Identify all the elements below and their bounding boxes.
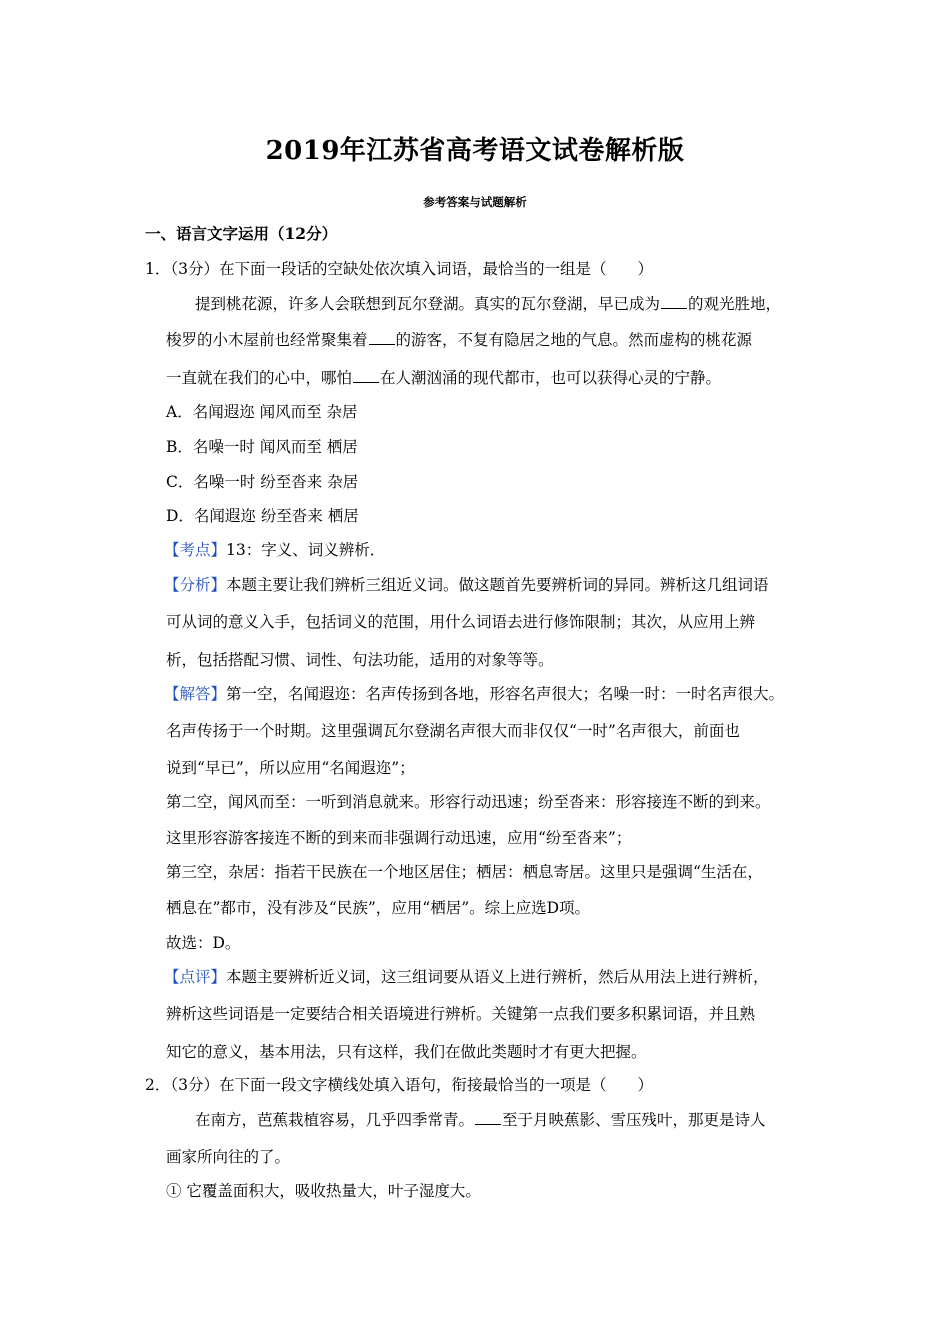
fenxi-text: 本题主要让我们辨析三组近义词。做这题首先要辨析词的异同。辨析这几组词语	[226, 576, 769, 594]
q1-passage-line-3	[166, 366, 721, 388]
jieda-line-8: 故选：D。	[166, 934, 241, 952]
fenxi-tag: 【分析】	[164, 576, 227, 594]
dianping-line-1	[164, 965, 769, 987]
dianping-text: 本题主要辨析近义词，这三组词要从语义上进行辨析，然后从用法上进行辨析，	[226, 968, 769, 986]
option-c: C．名噪一时 纷至沓来 杂居	[166, 473, 359, 491]
fenxi-line-3: 析，包括搭配习惯、词性、句法功能，适用的对象等等。	[166, 651, 554, 669]
option-d: D．名闻遐迩 纷至沓来 栖居	[166, 507, 359, 525]
q1-passage-text: 一直就在我们的心中，哪怕	[166, 369, 353, 387]
page-subtitle: 参考答案与试题解析	[423, 195, 527, 209]
q1-passage-text: 梭罗的小木屋前也经常聚集着	[166, 331, 368, 349]
q2-passage-text: 至于月映蕉影、雪压残叶，那更是诗人	[502, 1111, 766, 1129]
section-heading: 一、语言文字运用（12分）	[145, 224, 338, 243]
fill-blank	[475, 1110, 501, 1125]
jieda-line-6: 第三空，杂居：指若干民族在一个地区居住；栖居：栖息寄居。这里只是强调“生活在，	[166, 863, 763, 881]
jieda-line-5: 这里形容游客接连不断的到来而非强调行动迅速，应用“纷至沓来”；	[166, 829, 632, 847]
q1-passage-text: 的游客，不复有隐居之地的气息。然而虚构的桃花源	[395, 331, 753, 349]
fill-blank	[353, 368, 379, 383]
q2-passage-text: 在南方，芭蕉栽植容易，几乎四季常青。	[195, 1111, 475, 1129]
jieda-line-1	[164, 682, 784, 704]
option-a: A．名闻遐迩 闻风而至 杂居	[166, 403, 358, 421]
fill-blank	[369, 330, 395, 345]
q2-passage-line-2: 画家所向往的了。	[166, 1148, 291, 1166]
dianping-line-2: 辨析这些词语是一定要结合相关语境进行辨析。关键第一点我们要多积累词语，并且熟	[166, 1005, 756, 1023]
jieda-line-7: 栖息在”都市，没有涉及“民族”，应用“栖居”。综上应选D项。	[166, 899, 591, 917]
option-b: B．名噪一时 闻风而至 栖居	[166, 438, 358, 456]
jieda-tag: 【解答】	[164, 685, 227, 703]
dianping-tag: 【点评】	[164, 968, 227, 986]
jieda-text: 第一空，名闻遐迩：名声传扬到各地，形容名声很大；名噪一时：一时名声很大。	[226, 685, 785, 703]
question-2-stem: 2．（3分）在下面一段文字横线处填入语句，衔接最恰当的一项是（ ）	[145, 1076, 653, 1094]
q1-passage-text: 提到桃花源，许多人会联想到瓦尔登湖。真实的瓦尔登湖，早已成为	[195, 295, 661, 313]
q1-passage-text: 的观光胜地，	[688, 295, 782, 313]
q1-passage-line-2	[166, 328, 752, 350]
q1-passage-text: 在人潮汹涌的现代都市，也可以获得心灵的宁静。	[380, 369, 722, 387]
fenxi-line-2: 可从词的意义入手，包括词义的范围，用什么词语去进行修饰限制；其次，从应用上辨	[166, 613, 756, 631]
kaodian-line	[164, 538, 385, 560]
q1-passage-line-1	[195, 292, 781, 314]
kaodian-text: 13：字义、词义辨析．	[226, 541, 386, 559]
jieda-line-3: 说到“早已”，所以应用“名闻遐迩”；	[166, 759, 415, 777]
fenxi-line-1	[164, 573, 769, 595]
q2-passage-line-1	[195, 1108, 766, 1130]
page-title: 2019年江苏省高考语文试卷解析版	[265, 136, 685, 166]
jieda-line-2: 名声传扬于一个时期。这里强调瓦尔登湖名声很大而非仅仅“一时”名声很大，前面也	[166, 722, 740, 740]
question-1-stem: 1．（3分）在下面一段话的空缺处依次填入词语，最恰当的一组是（ ）	[145, 260, 653, 278]
dianping-line-3: 知它的意义，基本用法，只有这样，我们在做此类题时才有更大把握。	[166, 1043, 647, 1061]
kaodian-tag: 【考点】	[164, 541, 227, 559]
q2-item-1: ① 它覆盖面积大，吸收热量大，叶子湿度大。	[166, 1182, 481, 1200]
jieda-line-4: 第二空，闻风而至：一听到消息就来。形容行动迅速；纷至沓来：形容接连不断的到来。	[166, 793, 771, 811]
fill-blank	[661, 294, 687, 309]
